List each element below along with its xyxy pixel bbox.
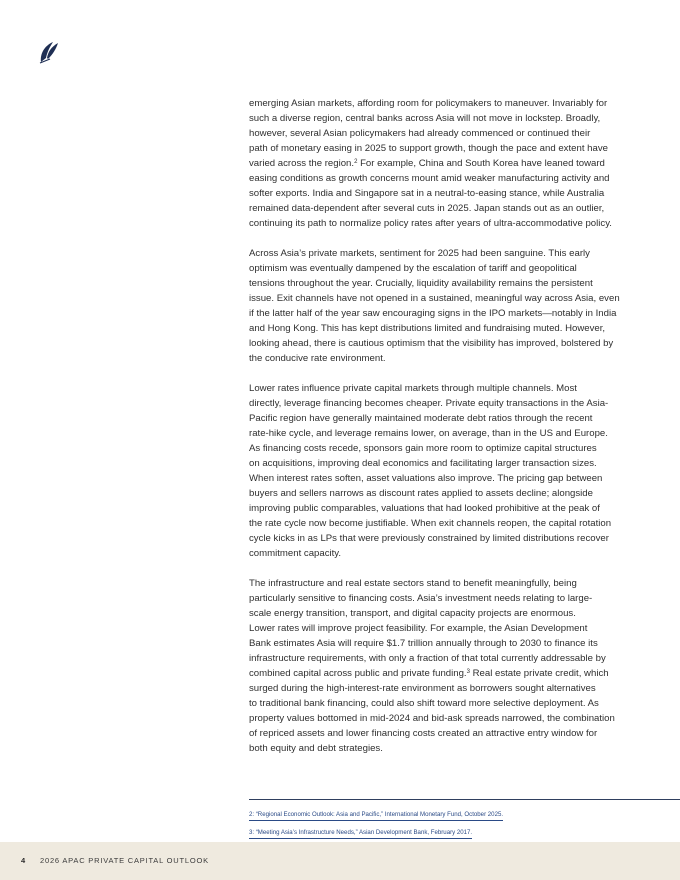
text-line: scale energy transition, transport, and digital capacity projects are enormous. <box>249 608 576 619</box>
text-line: the rate cycle now become justifiable. When exit channels reopen, the capital rotation <box>249 518 612 529</box>
text-line: looking ahead, there is cautious optimism that the visibility has improved, bolstered by <box>249 338 614 349</box>
text-line: directly, leverage financing becomes cheaper. Private equity transactions in the Asia- <box>249 398 609 409</box>
text-segment: For example, China and South Korea have leaned toward <box>357 158 605 169</box>
page-number: 4 <box>21 856 26 865</box>
text-line: remained data-dependent after several cuts in 2025. Japan stands out as an outlier, <box>249 203 605 214</box>
sail-logo-icon <box>38 40 60 64</box>
text-line: both equity and debt strategies. <box>249 743 383 754</box>
page-footer <box>0 842 680 880</box>
text-line: the conducive rate environment. <box>249 353 386 364</box>
text-line: As financing costs recede, sponsors gain more room to optimize capital structures <box>249 443 597 454</box>
text-line: optimism was eventually dampened by the escalation of tariff and geopolitical <box>249 263 577 274</box>
text-line: surged during the high-interest-rate environment as borrowers sought alternatives <box>249 683 596 694</box>
footnote-link-2[interactable]: 2: “Regional Economic Outlook: Asia and Pacific,” International Monetary Fund, October 2025. <box>249 811 503 821</box>
text-line: such a diverse region, central banks across Asia will not move in lockstep. Broadly, <box>249 113 601 124</box>
article-body <box>249 96 641 771</box>
paragraph-infrastructure-real-estate <box>249 576 641 756</box>
text-line: emerging Asian markets, affording room for policymakers to maneuver. Invariably for <box>249 98 608 109</box>
text-line: Lower rates influence private capital markets through multiple channels. Most <box>249 383 577 394</box>
text-segment: varied across the region. <box>249 158 355 169</box>
text-line: particularly sensitive to financing costs. Asia’s investment needs relating to large- <box>249 593 593 604</box>
text-line: issue. Exit channels have not opened in a sustained, meaningful way across Asia, even <box>249 293 620 304</box>
text-line: and Hong Kong. This has kept distributions limited and fundraising muted. However, <box>249 323 606 334</box>
text-line: continuing its path to normalize policy rates after years of ultra-accommodative policy. <box>249 218 612 229</box>
text-segment: Real estate private credit, which <box>469 668 609 679</box>
text-line: infrastructure requirements, with only a fraction of that total currently addressable by <box>249 653 606 664</box>
text-line: commitment capacity. <box>249 548 342 559</box>
text-line: to traditional bank financing, could also shift toward more selective deployment. As <box>249 698 599 709</box>
paragraph-private-markets-sentiment <box>249 246 641 366</box>
text-line: rate-hike cycle, and leverage remains lower, on average, than in the US and Europe. <box>249 428 608 439</box>
text-line: tensions throughout the year. Crucially, liquidity availability remains the persistent <box>249 278 593 289</box>
paragraph-monetary-easing <box>249 96 641 231</box>
footnote-ref-2[interactable]: 2 <box>354 159 358 165</box>
text-line: buyers and sellers narrows as discount rates applied to assets decline; alongside <box>249 488 593 499</box>
text-line: softer exports. India and Singapore sat in a neutral-to-easing stance, while Australia <box>249 188 605 199</box>
text-line: The infrastructure and real estate sectors stand to benefit meaningfully, being <box>249 578 577 589</box>
text-line <box>249 156 641 171</box>
text-line: Lower rates will improve project feasibility. For example, the Asian Development <box>249 623 588 634</box>
text-line: path of monetary easing in 2025 to support growth, though the pace and extent have <box>249 143 608 154</box>
text-line: When interest rates soften, asset valuations also improve. The pricing gap between <box>249 473 603 484</box>
footnotes <box>249 799 680 839</box>
text-line: of repriced assets and lower financing costs created an attractive entry window for <box>249 728 598 739</box>
document-title: 2026 APAC PRIVATE CAPITAL OUTLOOK <box>40 856 209 865</box>
text-line: however, several Asian policymakers had already commenced or continued their <box>249 128 591 139</box>
text-line: improving public comparables, valuations that had looked prohibitive at the peak of <box>249 503 600 514</box>
text-line: Pacific region have generally maintained moderate debt ratios through the recent <box>249 413 593 424</box>
footnote-link-3[interactable]: 3: “Meeting Asia’s Infrastructure Needs,” Asian Development Bank, February 2017. <box>249 829 472 839</box>
text-line: Across Asia’s private markets, sentiment for 2025 had been sanguine. This early <box>249 248 590 259</box>
footnote-ref-3[interactable]: 3 <box>466 669 470 675</box>
text-line: if the latter half of the year saw encouraging signs in the IPO markets—notably in India <box>249 308 617 319</box>
text-line: cycle kicks in as LPs that were previously constrained by limited distributions recover <box>249 533 609 544</box>
text-segment: combined capital across public and private funding. <box>249 668 467 679</box>
text-line: Bank estimates Asia will require $1.7 trillion annually through to 2030 to finance its <box>249 638 598 649</box>
text-line: on acquisitions, improving deal economics and facilitating larger transaction sizes. <box>249 458 597 469</box>
text-line <box>249 666 641 681</box>
text-line: property values bottomed in mid-2024 and bid-ask spreads narrowed, the combination <box>249 713 615 724</box>
paragraph-lower-rates-channels <box>249 381 641 561</box>
text-line: easing conditions as growth concerns mount amid weaker manufacturing activity and <box>249 173 610 184</box>
